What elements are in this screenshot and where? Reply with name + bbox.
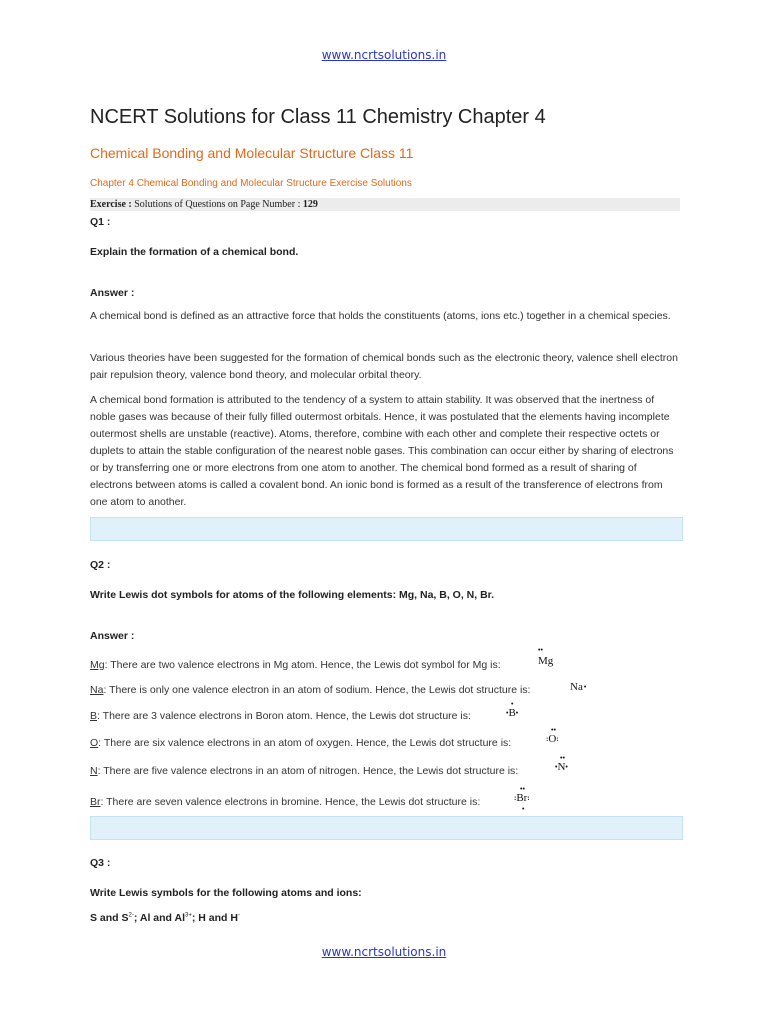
element-name: B [90,710,98,722]
q1-answer-paragraph: Various theories have been suggested for the formation of chemical bonds such as the electronic theory, valence shell electron pair repulsion theory, valence bond theory, and molecular orbital theory. [90,352,678,381]
q2-question: Write Lewis dot symbols for atoms of the following elements: Mg, Na, B, O, N, Br. [90,589,495,601]
electron-dots: • [565,763,568,771]
answer-line-text: : There is only one valence electron in an atom of sodium. Hence, the Lewis dot structure is: [103,684,531,696]
lewis-symbol-br [514,785,530,813]
exercise-bar [90,198,680,211]
element-name: Br [90,796,101,808]
q2-answer-label: Answer : [90,630,135,642]
exercise-label: Exercise : [90,199,132,210]
electron-dots: : [556,735,559,743]
lewis-symbol-text: Mg [538,655,554,667]
answer-line-text: : There are 3 valence electrons in Boron atom. Hence, the Lewis dot structure is: [97,710,471,722]
element-name: Mg [90,659,105,671]
answer-line-mg [90,659,501,671]
lewis-symbol-na [570,681,586,693]
lewis-symbol-text: N [557,761,566,773]
lewis-symbol-text: Na [570,681,583,693]
q3-item-s: S and S [90,912,129,924]
lewis-symbol-text: O [548,733,557,745]
q3-question: Write Lewis symbols for the following atoms and ions: [90,887,362,899]
answer-line-text: : There are six valence electrons in an atom of oxygen. Hence, the Lewis dot structure is: [98,737,512,749]
lewis-symbol-o [546,726,559,745]
q3-items [90,912,240,924]
electron-dots: • [515,709,519,717]
q1-answer-label: Answer : [90,287,135,299]
lewis-symbol-text: Br [516,792,528,804]
exercise-page-number: 129 [302,199,318,210]
lewis-symbol-mg [538,646,554,667]
electron-dots: • [522,805,525,813]
site-link-top[interactable]: www.ncrtsolutions.in [321,48,447,62]
answer-line-na [90,684,530,696]
element-name: Na [90,684,104,696]
q1-question: Explain the formation of a chemical bond. [90,246,299,258]
answer-line-text: : There are seven valence electrons in bromine. Hence, the Lewis dot structure is: [100,796,481,808]
lewis-symbol-text: B [508,707,516,719]
answer-line-text: : There are two valence electrons in Mg atom. Hence, the Lewis dot symbol for Mg is: [104,659,501,671]
electron-dots: : [514,794,517,802]
section-divider [90,517,683,541]
section-divider [90,816,683,840]
q1-label: Q1 : [90,216,111,228]
element-name: O [90,737,99,749]
electron-dots: • [583,683,587,691]
electron-dots: : [527,794,530,802]
q1-answer-paragraph: A chemical bond formation is attributed to the tendency of a system to attain stability. It was observed that the inertness of noble gases was because of their fully filled outermost orbitals. Hence, it was postulated that the elements having incomplete outermost shells are unstable (reactive). Atoms, therefore, combine with each other and complete their respective octets or duplets to attain the stable configuration of the nearest noble gases. This combination can occur either by sharing of electrons or by transferring one or more electrons from one atom to another. The chemical bond formed as a result of sharing of electrons between atoms is called a covalent bond. An ionic bond is formed as a result of the transference of electrons from one atom to another. [90,394,674,508]
charge-superscript: - [237,912,240,919]
q3-item-al: ; Al and Al [133,912,185,924]
q2-label: Q2 : [90,559,111,571]
page-title: NCERT Solutions for Class 11 Chemistry Chapter 4 [90,106,546,128]
section-heading: Chapter 4 Chemical Bonding and Molecular Structure Exercise Solutions [90,178,412,189]
page-subtitle: Chemical Bonding and Molecular Structure Class 11 [90,145,414,161]
electron-dots: •• [538,646,543,654]
exercise-text: Solutions of Questions on Page Number : [131,199,303,210]
charge-superscript: 3+ [185,912,192,919]
answer-line-br [90,796,480,808]
q3-label: Q3 : [90,857,111,869]
electron-dots: • [511,700,514,708]
q1-answer-paragraph: A chemical bond is defined as an attractive force that holds the constituents (atoms, ions etc.) together in a chemical species. [90,310,671,322]
answer-line-n [90,765,518,777]
element-name: N [90,765,98,777]
electron-dots: •• [560,754,565,762]
electron-dots: : [546,735,549,743]
site-link-bottom[interactable]: www.ncrtsolutions.in [321,945,447,959]
answer-line-text: : There are five valence electrons in an atom of nitrogen. Hence, the Lewis dot structure is: [97,765,519,777]
electron-dots: • [555,763,558,771]
document-page [90,0,682,1024]
electron-dots: • [506,709,509,717]
q3-item-h: ; H and H [191,912,238,924]
lewis-symbol-n [555,754,568,773]
charge-superscript: 2- [128,912,134,919]
electron-dots: •• [520,785,525,793]
answer-line-b [90,710,471,722]
lewis-symbol-b [506,700,519,719]
answer-line-o [90,737,511,749]
electron-dots: •• [551,726,556,734]
